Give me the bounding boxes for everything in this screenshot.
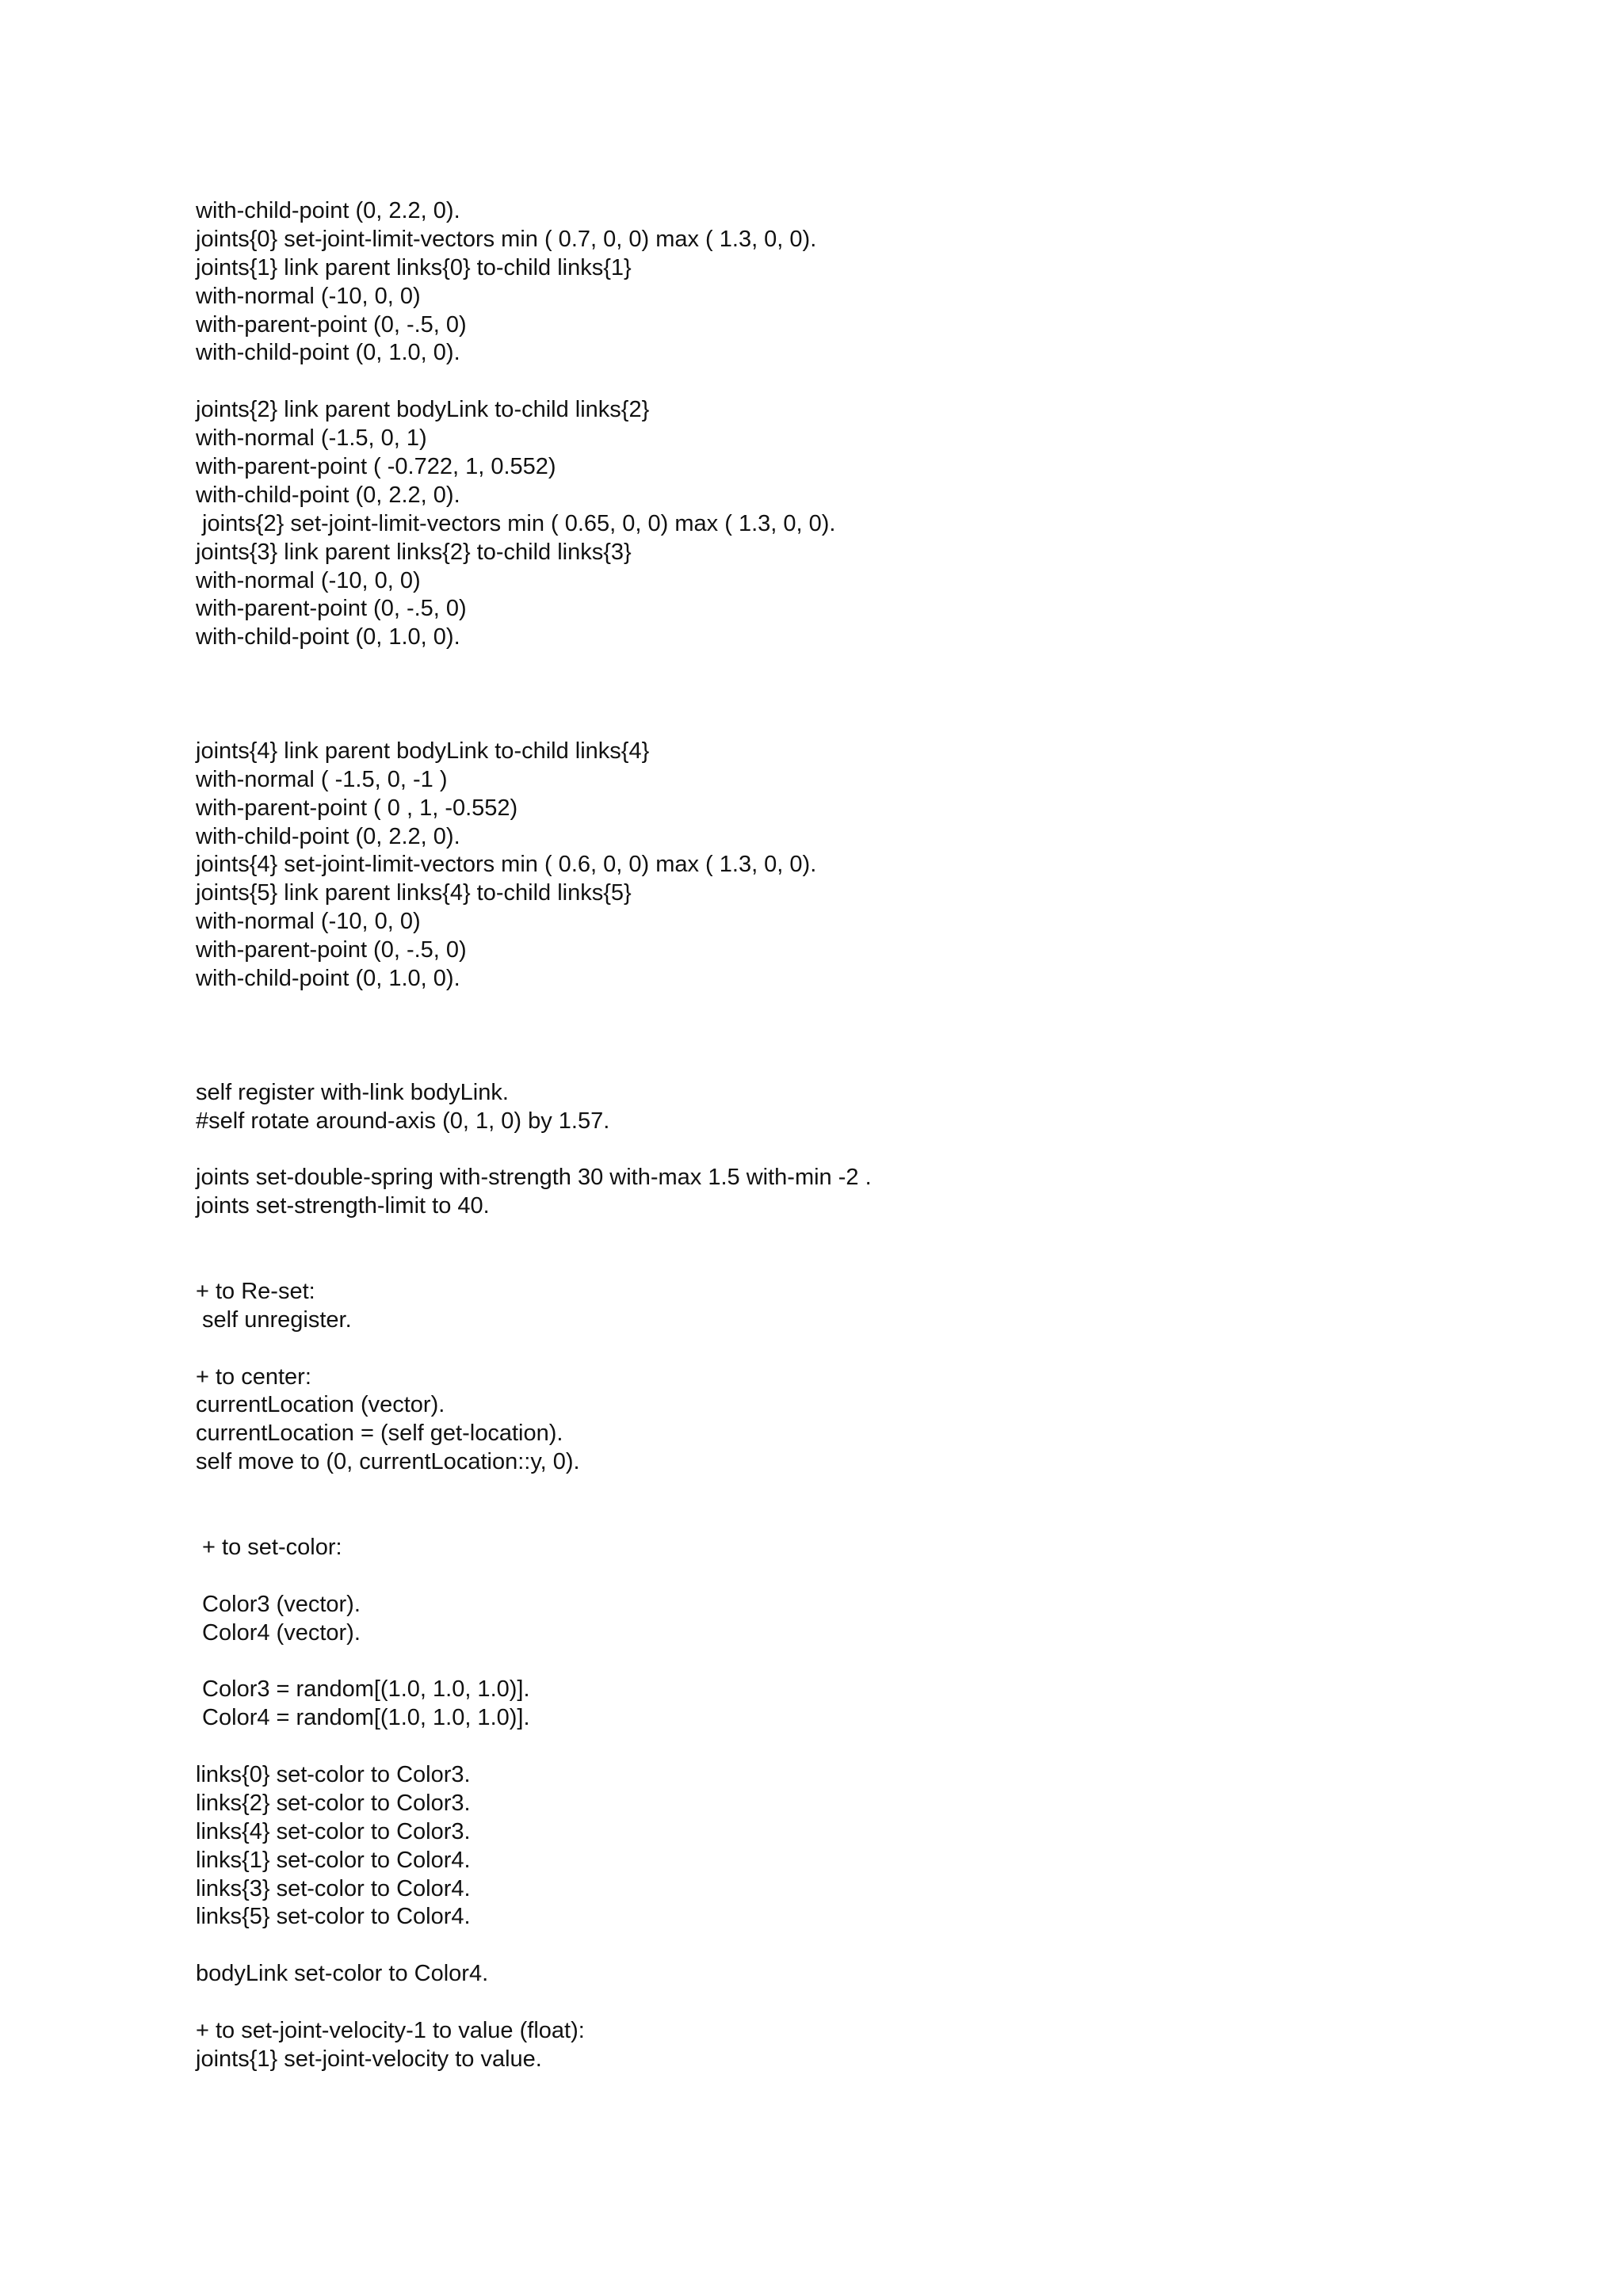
code-line: links{5} set-color to Color4. [196,1904,471,1930]
blank-line [196,368,1543,396]
code-line: self register with-link bodyLink. [196,1079,509,1105]
code-line: with-parent-point ( -0.722, 1, 0.552) [196,454,556,480]
blank-line [196,652,1543,681]
blank-line [196,1647,1543,1676]
code-line: with-normal (-1.5, 0, 1) [196,425,427,452]
code-line: with-parent-point (0, -.5, 0) [196,596,467,622]
code-line: joints{2} set-joint-limit-vectors min ( 0.65, 0, 0) max ( 1.3, 0, 0). [196,510,836,536]
code-line: with-child-point (0, 1.0, 0). [196,340,460,366]
code-line: joints{3} link parent links{2} to-child links{3} [196,539,632,565]
code-line: self move to (0, currentLocation::y, 0). [196,1449,580,1475]
code-line: currentLocation = (self get-location). [196,1421,563,1447]
code-line: with-normal (-10, 0, 0) [196,909,421,935]
code-line: joints{0} set-joint-limit-vectors min ( 0.7, 0, 0) max ( 1.3, 0, 0). [196,226,817,252]
code-line: + to Re-set: [196,1278,315,1304]
code-line: links{0} set-color to Color3. [196,1761,471,1787]
code-line: + to center: [196,1363,311,1390]
code-line: links{4} set-color to Color3. [196,1818,471,1844]
blank-line [196,1022,1543,1051]
blank-line [196,1733,1543,1761]
blank-line [196,1135,1543,1164]
code-line: joints{4} link parent bodyLink to-child links{4} [196,738,650,764]
code-line: joints{1} link parent links{0} to-child links{1} [196,254,632,280]
code-line: Color3 (vector). [196,1591,361,1617]
code-line: with-normal ( -1.5, 0, -1 ) [196,766,448,792]
code-line: joints{5} link parent links{4} to-child links{5} [196,880,632,906]
blank-line [196,1477,1543,1505]
code-line: with-parent-point ( 0 , 1, -0.552) [196,795,518,821]
code-line: with-child-point (0, 1.0, 0). [196,624,460,650]
code-line: Color4 = random[(1.0, 1.0, 1.0)]. [196,1705,530,1731]
code-line: links{2} set-color to Color3. [196,1790,471,1816]
blank-line [196,994,1543,1022]
blank-line [196,1562,1543,1591]
code-line: links{3} set-color to Color4. [196,1875,471,1901]
blank-line [196,1505,1543,1534]
code-line: joints set-double-spring with-strength 30 with-max 1.5 with-min -2 . [196,1165,872,1191]
code-line: with-parent-point (0, -.5, 0) [196,311,467,338]
blank-line [196,1051,1543,1079]
code-line: + to set-joint-velocity-1 to value (float): [196,2018,585,2043]
code-line: joints{2} link parent bodyLink to-child links{2} [196,397,650,423]
code-line: links{1} set-color to Color4. [196,1847,471,1873]
code-line: with-normal (-10, 0, 0) [196,567,421,593]
code-line: self unregister. [196,1306,352,1333]
code-line: Color3 = random[(1.0, 1.0, 1.0)]. [196,1676,530,1703]
code-line: with-child-point (0, 2.2, 0). [196,482,460,508]
blank-line [196,681,1543,709]
blank-line [196,1335,1543,1363]
code-line: with-child-point (0, 2.2, 0). [196,823,460,849]
code-line: #self rotate around-axis (0, 1, 0) by 1.57. [196,1108,610,1134]
code-line: joints{4} set-joint-limit-vectors min ( 0.6, 0, 0) max ( 1.3, 0, 0). [196,852,817,878]
code-line: joints set-strength-limit to 40. [196,1193,490,1219]
blank-line [196,1932,1543,1960]
blank-line [196,1221,1543,1249]
code-line: with-parent-point (0, -.5, 0) [196,937,467,963]
code-line: with-child-point (0, 1.0, 0). [196,966,460,992]
code-line: Color4 (vector). [196,1619,361,1646]
code-line: with-normal (-10, 0, 0) [196,283,421,309]
code-listing [196,197,1543,2074]
code-line: joints{1} set-joint-velocity to value. [196,2046,542,2072]
code-line: currentLocation (vector). [196,1392,445,1418]
code-line: + to set-color: [196,1534,342,1560]
code-line: with-child-point (0, 2.2, 0). [196,198,460,223]
code-line: bodyLink set-color to Color4. [196,1961,489,1987]
blank-line [196,1989,1543,2017]
blank-line [196,1249,1543,1278]
blank-line [196,709,1543,738]
